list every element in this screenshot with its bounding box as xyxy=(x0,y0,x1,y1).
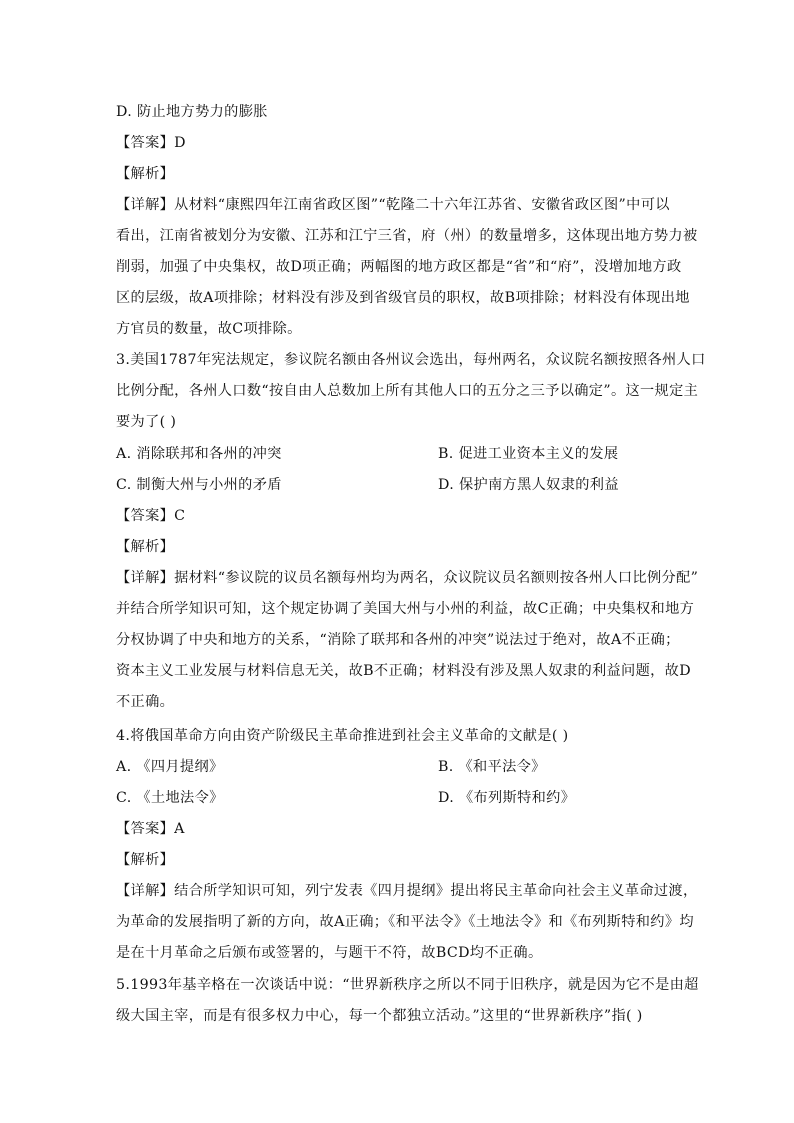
q2-detail-line: 看出，江南省被划分为安徽、江苏和江宁三省，府（州）的数量增多，这体现出地方势力被 xyxy=(116,228,698,244)
q3-analysis-label: 【解析】 xyxy=(116,539,175,555)
q4-detail-line: 【详解】结合所学知识可知，列宁发表《四月提纲》提出将民主革命向社会主义革命过渡， xyxy=(116,883,698,899)
q3-answer: 【答案】C xyxy=(116,508,186,524)
q2-analysis-label: 【解析】 xyxy=(116,166,175,182)
q2-detail-line: 区的层级，故A项排除；材料没有涉及到省级官员的职权，故B项排除；材料没有体现出地 xyxy=(116,290,690,306)
q4-stem-line: 4.将俄国革命方向由资产阶级民主革命推进到社会主义革命的文献是( ) xyxy=(116,728,569,744)
q5-stem-line: 级大国主宰，而是有很多权力中心，每一个都独立活动。”这里的“世界新秩序”指( ) xyxy=(116,1008,643,1024)
q4-option-b: B. 《和平法令》 xyxy=(438,759,546,775)
q3-stem-line: 3.美国1787年宪法规定，参议院名额由各州议会选出，每州两名，众议院名额按照各州人口 xyxy=(116,352,706,368)
q4-analysis-label: 【解析】 xyxy=(116,852,175,868)
q4-detail-line: 是在十月革命之后颁布或签署的，与题干不符，故BCD均不正确。 xyxy=(116,945,543,961)
q4-answer: 【答案】A xyxy=(116,821,185,837)
q2-detail-line: 【详解】从材料“康熙四年江南省政区图”“乾隆二十六年江苏省、安徽省政区图”中可以 xyxy=(116,197,670,213)
q3-stem-line: 要为了( ) xyxy=(116,414,177,430)
q2-detail-line: 方官员的数量，故C项排除。 xyxy=(116,321,302,337)
q4-option-a: A. 《四月提纲》 xyxy=(116,759,224,775)
q3-option-a: A. 消除联邦和各州的冲突 xyxy=(116,446,282,462)
q3-option-c: C. 制衡大州与小州的矛盾 xyxy=(116,477,282,493)
q4-option-c: C. 《土地法令》 xyxy=(116,790,224,806)
q3-detail-line: 资本主义工业发展与材料信息无关，故B不正确；材料没有涉及黑人奴隶的利益问题，故D xyxy=(116,663,691,679)
q2-option-d: D. 防止地方势力的膨胀 xyxy=(116,104,268,120)
q3-detail-line: 【详解】据材料“参议院的议员名额每州均为两名，众议院议员名额则按各州人口比例分配” xyxy=(116,570,699,586)
q3-detail-line: 分权协调了中央和地方的关系，“消除了联邦和各州的冲突”说法过于绝对，故A不正确； xyxy=(116,632,680,648)
q2-detail-line: 削弱，加强了中央集权，故D项正确；两幅图的地方政区都是“省”和“府”，没增加地方政 xyxy=(116,259,682,275)
q3-detail-line: 并结合所学知识可知，这个规定协调了美国大州与小州的利益，故C正确；中央集权和地方 xyxy=(116,601,695,617)
q5-stem-line: 5.1993年基辛格在一次谈话中说：“世界新秩序之所以不同于旧秩序，就是因为它不是由超 xyxy=(116,977,699,993)
q4-detail-line: 为革命的发展指明了新的方向，故A正确；《和平法令》《土地法令》和《布列斯特和约》均 xyxy=(116,914,694,930)
q2-answer: 【答案】D xyxy=(116,135,186,151)
q3-option-d: D. 保护南方黑人奴隶的利益 xyxy=(438,477,619,493)
q4-option-d: D. 《布列斯特和约》 xyxy=(438,790,576,806)
q3-detail-line: 不正确。 xyxy=(116,694,175,710)
q3-option-b: B. 促进工业资本主义的发展 xyxy=(438,446,619,462)
q3-stem-line: 比例分配，各州人口数“按自由人总数加上所有其他人口的五分之三予以确定”。这一规定主 xyxy=(116,383,699,399)
